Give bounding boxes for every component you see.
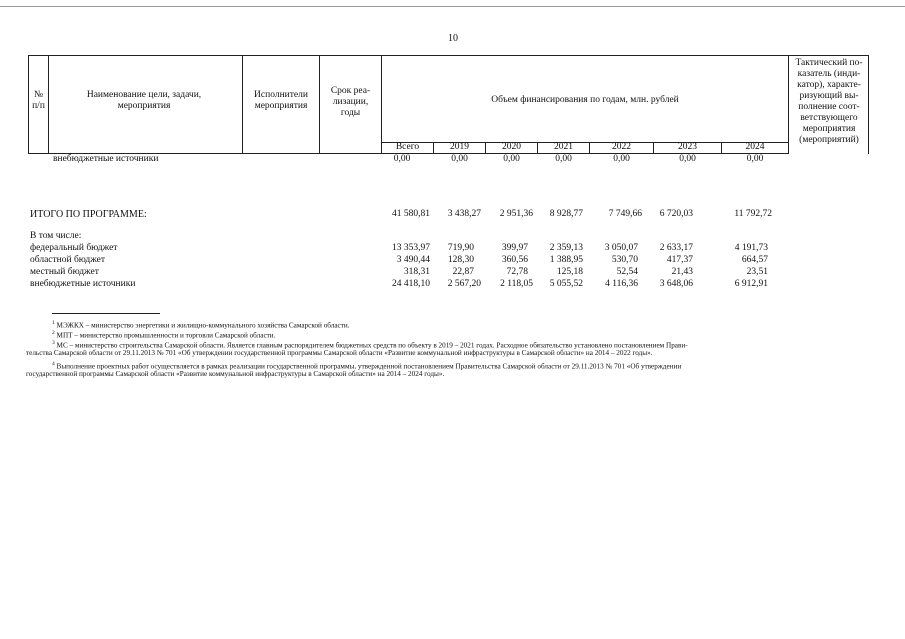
cell-2020: 2 951,36 xyxy=(499,209,533,219)
cell-2021: 2 359,13 xyxy=(549,243,583,253)
cell-2023: 417,37 xyxy=(666,255,693,265)
cell-2019: 128,30 xyxy=(447,255,474,265)
footnote-1: $^1$ МЭЖКХ – министерство энергетики и жилищно-коммунального хозяйства Самарской области. xyxy=(52,320,350,330)
cell-2021: 125,18 xyxy=(556,267,583,277)
header-name: Наименование цели, задачи, мероприятия xyxy=(86,90,202,111)
cell-2019: 3 438,27 xyxy=(447,209,481,219)
cell-2020: 399,97 xyxy=(501,243,528,253)
year-total: Всего xyxy=(395,142,420,152)
cell-2024: 23,51 xyxy=(746,267,768,277)
cell-2023: 21,43 xyxy=(671,267,693,277)
cell-total: 13 353,97 xyxy=(392,243,430,253)
year-2023: 2023 xyxy=(678,142,697,152)
year-2022: 2022 xyxy=(612,142,631,152)
cell-2021: 5 055,52 xyxy=(549,279,583,289)
row-label: внебюджетные источники xyxy=(30,279,136,289)
row-label-total: ИТОГО ПО ПРОГРАММЕ: xyxy=(30,209,147,220)
footnote-4-cont: государственной программы Самарской области «Развитие коммунальной инфраструктуры в Самарской области» на 2014 – 2024 годы». xyxy=(26,370,445,378)
header-term: Срок реа-лизации, годы xyxy=(330,85,371,118)
year-2019: 2019 xyxy=(450,142,469,152)
cell-2024: 6 912,91 xyxy=(734,279,768,289)
header-financing: Объем финансирования по годам, млн. рублей xyxy=(491,94,679,105)
cell-2019: 2 567,20 xyxy=(447,279,481,289)
cell-total: 24 418,10 xyxy=(392,279,430,289)
cell-2019: 22,87 xyxy=(452,267,474,277)
cell-2019: 0,00 xyxy=(451,154,468,164)
cell-2020: 0,00 xyxy=(503,154,520,164)
including-label: В том числе: xyxy=(30,231,82,241)
cell-total: 3 490,44 xyxy=(396,255,430,265)
header-num: № п/п xyxy=(32,90,45,111)
header-executors: Исполнители мероприятия xyxy=(254,90,308,111)
cell-2024: 11 792,72 xyxy=(734,209,772,219)
cell-2020: 360,56 xyxy=(501,255,528,265)
page-number: 10 xyxy=(448,33,458,44)
cell-2022: 0,00 xyxy=(613,154,630,164)
cell-2024: 4 191,73 xyxy=(734,243,768,253)
footnote-4: $^4$ Выполнение проектных работ осуществляется в рамках реализации государственной программы, утвержденной постановлением Правительства Самарской области от 29.11.2013 № 701 «Об утверждении xyxy=(52,361,682,371)
cell-2022: 52,54 xyxy=(616,267,638,277)
cell-2022: 530,70 xyxy=(611,255,638,265)
row-label: внебюджетные источники xyxy=(53,154,159,164)
cell-2022: 4 116,36 xyxy=(605,279,638,289)
cell-2024: 664,57 xyxy=(741,255,768,265)
cell-2019: 719,90 xyxy=(447,243,474,253)
cell-2023: 3 648,06 xyxy=(659,279,693,289)
cell-total: 0,00 xyxy=(393,154,411,164)
year-2020: 2020 xyxy=(502,142,521,152)
cell-2023: 2 633,17 xyxy=(659,243,693,253)
row-label: областной бюджет xyxy=(30,255,106,265)
year-2024: 2024 xyxy=(745,142,765,152)
row-label: федеральный бюджет xyxy=(30,243,118,253)
header-indicator: Тактический по-казатель (инди-катор), характе-ризующий вы-полнение соот-ветствующего мероприятия (мероприятий) xyxy=(795,58,863,145)
footnote-3-cont: тельства Самарской области от 29.11.2013 № 701 «Об утверждении государственной программы Самарской области «Развитие коммунальной инфраструктуры в Самарской области» на 2014 – 2022 годы». xyxy=(26,349,653,357)
cell-total: 318,31 xyxy=(403,267,430,277)
year-2021: 2021 xyxy=(554,142,573,152)
cell-total: 41 580,81 xyxy=(392,209,430,219)
footnote-2: $^2$ МПТ – министерство промышленности и торговли Самарской области. xyxy=(52,330,276,340)
cell-2023: 0,00 xyxy=(679,154,696,164)
scan-line xyxy=(0,6,905,7)
cell-2024: 0,00 xyxy=(746,154,764,164)
cell-2023: 6 720,03 xyxy=(659,209,693,219)
cell-2022: 7 749,66 xyxy=(608,209,642,219)
cell-2021: 8 928,77 xyxy=(549,209,583,219)
cell-2021: 0,00 xyxy=(555,154,572,164)
row-label: местный бюджет xyxy=(30,267,99,277)
footnote-separator xyxy=(52,313,160,314)
cell-2022: 3 050,07 xyxy=(604,243,638,253)
footnote-3: $^3$ МС – министерство строительства Самарской области. Является главным распорядителем бюджетных средств по объекту в 2019 – 2021 годах. Расходное обязательство установлено постановлением Прави- xyxy=(52,340,688,350)
cell-2020: 72,78 xyxy=(506,267,528,277)
cell-2020: 2 118,05 xyxy=(500,279,533,289)
cell-2021: 1 388,95 xyxy=(549,255,583,265)
